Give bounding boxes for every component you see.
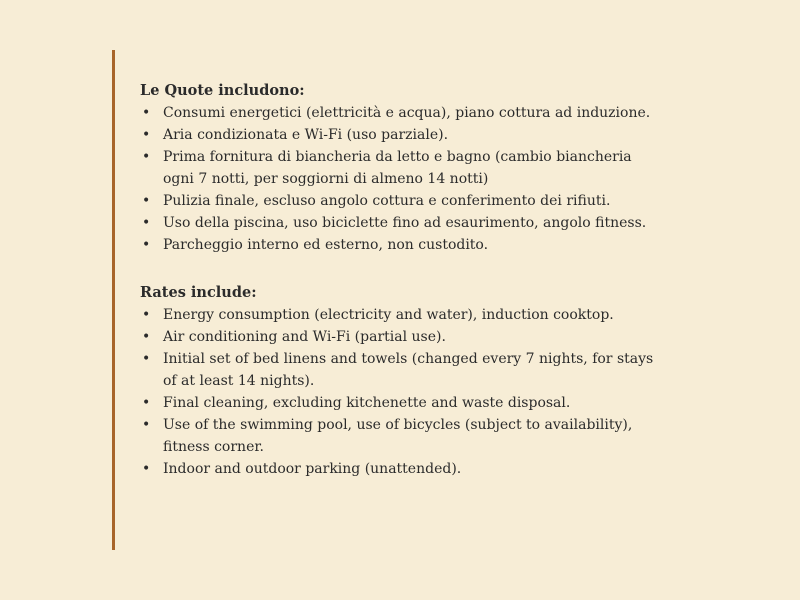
list-item [140,304,700,326]
list-item-text: Aria condizionata e Wi-Fi (uso parziale). [163,127,449,143]
bullet-icon: • [142,329,151,345]
list-item-text: Uso della piscina, uso biciclette fino ad esaurimento, angolo fitness. [163,215,647,231]
accent-bar [112,50,115,550]
bullet-icon: • [142,395,151,411]
list-item [140,348,700,392]
list-item [140,124,700,146]
list-item-text: Prima fornitura di biancheria da letto e bagno (cambio biancheria ogni 7 notti, per soggiorni di almeno 14 notti) [163,149,632,187]
list-item [140,234,700,256]
bullet-icon: • [142,127,151,143]
list-item-text: Energy consumption (electricity and water), induction cooktop. [163,307,614,323]
bullet-icon: • [142,307,151,323]
bullet-icon: • [142,351,151,367]
list-item-text: Final cleaning, excluding kitchenette and waste disposal. [163,395,571,411]
list-item [140,190,700,212]
list-item [140,102,700,124]
list-item [140,414,700,458]
list-item-text: Indoor and outdoor parking (unattended). [163,461,462,477]
list-item-text: Pulizia finale, escluso angolo cottura e conferimento dei rifiuti. [163,193,611,209]
list-item [140,326,700,348]
list-item [140,392,700,414]
bullet-icon: • [142,193,151,209]
bullet-icon: • [142,105,151,121]
list-item-text: Use of the swimming pool, use of bicycles (subject to availability), fitness corner. [163,417,633,455]
list-item-text: Air conditioning and Wi-Fi (partial use). [163,329,446,345]
rates-content [140,80,700,480]
list-item-text: Consumi energetici (elettricità e acqua), piano cottura ad induzione. [163,105,651,121]
italian-list [140,102,700,256]
english-heading: Rates include: [140,284,257,301]
list-item [140,458,700,480]
bullet-icon: • [142,215,151,231]
list-item-text: Parcheggio interno ed esterno, non custodito. [163,237,489,253]
list-item [140,146,700,190]
bullet-icon: • [142,461,151,477]
list-item [140,212,700,234]
english-list [140,304,700,480]
bullet-icon: • [142,149,151,165]
list-item-text: Initial set of bed linens and towels (changed every 7 nights, for stays of at least 14 nights). [163,351,654,389]
bullet-icon: • [142,237,151,253]
section-spacer [140,256,700,282]
italian-heading: Le Quote includono: [140,82,305,99]
bullet-icon: • [142,417,151,433]
